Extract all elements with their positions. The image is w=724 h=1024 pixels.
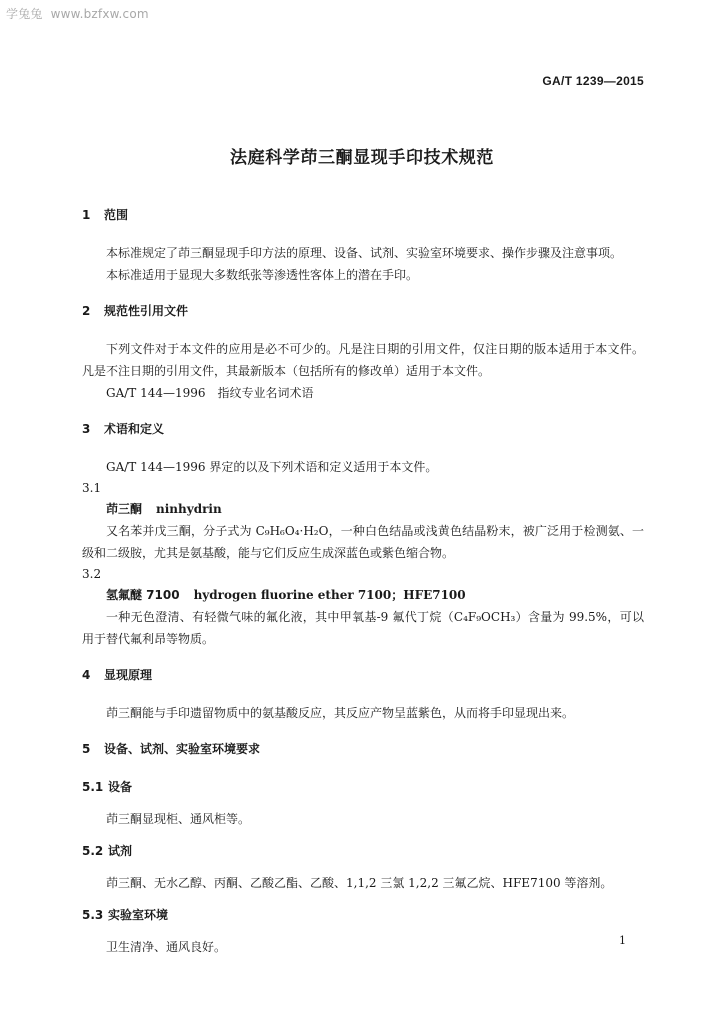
document-number: GA/T 1239—2015 <box>542 74 644 88</box>
term-definition: 又名苯并戊三酮，分子式为 C₉H₆O₄·H₂O，一种白色结晶或浅黄色结晶粉末，被广泛用于检测氨、一级和二级胺，尤其是氨基酸，能与它们反应生成深蓝色或紫色缩合物。 <box>82 524 644 560</box>
section-title: 规范性引用文件 <box>104 304 189 318</box>
paragraph: 茚三酮显现柜、通风柜等。 <box>106 812 251 826</box>
paragraph: 本标准规定了茚三酮显现手印方法的原理、设备、试剂、实验室环境要求、操作步骤及注意事项。 <box>106 246 623 260</box>
reference-item: GA/T 144—1996 指纹专业名词术语 <box>106 386 314 400</box>
subsection-title: 实验室环境 <box>108 908 169 922</box>
page-title: 法庭科学茚三酮显现手印技术规范 <box>230 148 494 168</box>
term-number: 3.2 <box>82 567 102 581</box>
term-english: ninhydrin <box>156 502 222 516</box>
paragraph: 茚三酮能与手印遗留物质中的氨基酸反应，其反应产物呈蓝紫色，从而将手印显现出来。 <box>106 706 575 720</box>
subsection-title: 试剂 <box>108 844 133 858</box>
subsection-heading-5-3 <box>82 904 644 926</box>
watermark <box>6 5 149 22</box>
subsection-heading-5-2 <box>82 840 644 862</box>
section-title: 术语和定义 <box>104 422 165 436</box>
subsection-number: 5.3 <box>82 908 104 922</box>
section-number: 3 <box>82 422 91 436</box>
document-body <box>82 204 644 958</box>
section-heading-3 <box>82 418 644 440</box>
term-entry <box>82 584 644 606</box>
section-number: 1 <box>82 208 91 222</box>
paragraph: GA/T 144—1996 界定的以及下列术语和定义适用于本文件。 <box>106 460 438 474</box>
paragraph: 茚三酮、无水乙醇、丙酮、乙酸乙酯、乙酸、1,1,2 三氯 1,2,2 三氟乙烷、HFE7100 等溶剂。 <box>106 876 613 890</box>
section-number: 5 <box>82 742 91 756</box>
section-title: 设备、试剂、实验室环境要求 <box>104 742 261 756</box>
watermark-site-name: 学兔兔 <box>6 7 43 21</box>
term-entry <box>82 498 644 520</box>
section-heading-4 <box>82 664 644 686</box>
watermark-site-url: www.bzfxw.com <box>50 7 149 21</box>
term-chinese: 氢氟醚 7100 <box>106 588 180 602</box>
section-title: 范围 <box>104 208 129 222</box>
section-heading-1 <box>82 204 644 226</box>
section-title: 显现原理 <box>104 668 153 682</box>
section-number: 4 <box>82 668 91 682</box>
section-number: 2 <box>82 304 91 318</box>
page-number: 1 <box>619 934 626 947</box>
subsection-number: 5.2 <box>82 844 104 858</box>
subsection-title: 设备 <box>108 780 133 794</box>
subsection-heading-5-1 <box>82 776 644 798</box>
paragraph: 本标准适用于显现大多数纸张等渗透性客体上的潜在手印。 <box>106 268 419 282</box>
section-heading-2 <box>82 300 644 322</box>
paragraph: 下列文件对于本文件的应用是必不可少的。凡是注日期的引用文件，仅注日期的版本适用于本文件。凡是不注日期的引用文件，其最新版本（包括所有的修改单）适用于本文件。 <box>82 342 644 378</box>
term-definition: 一种无色澄清、有轻微气味的氟化液，其中甲氧基-9 氟代丁烷（C₄F₉OCH₃）含量为 99.5%，可以用于替代氟利昂等物质。 <box>82 610 644 646</box>
subsection-number: 5.1 <box>82 780 104 794</box>
paragraph: 卫生清净、通风良好。 <box>106 940 227 954</box>
term-number: 3.1 <box>82 481 102 495</box>
section-heading-5 <box>82 738 644 760</box>
term-chinese: 茚三酮 <box>106 502 143 516</box>
term-english: hydrogen fluorine ether 7100；HFE7100 <box>193 588 466 602</box>
